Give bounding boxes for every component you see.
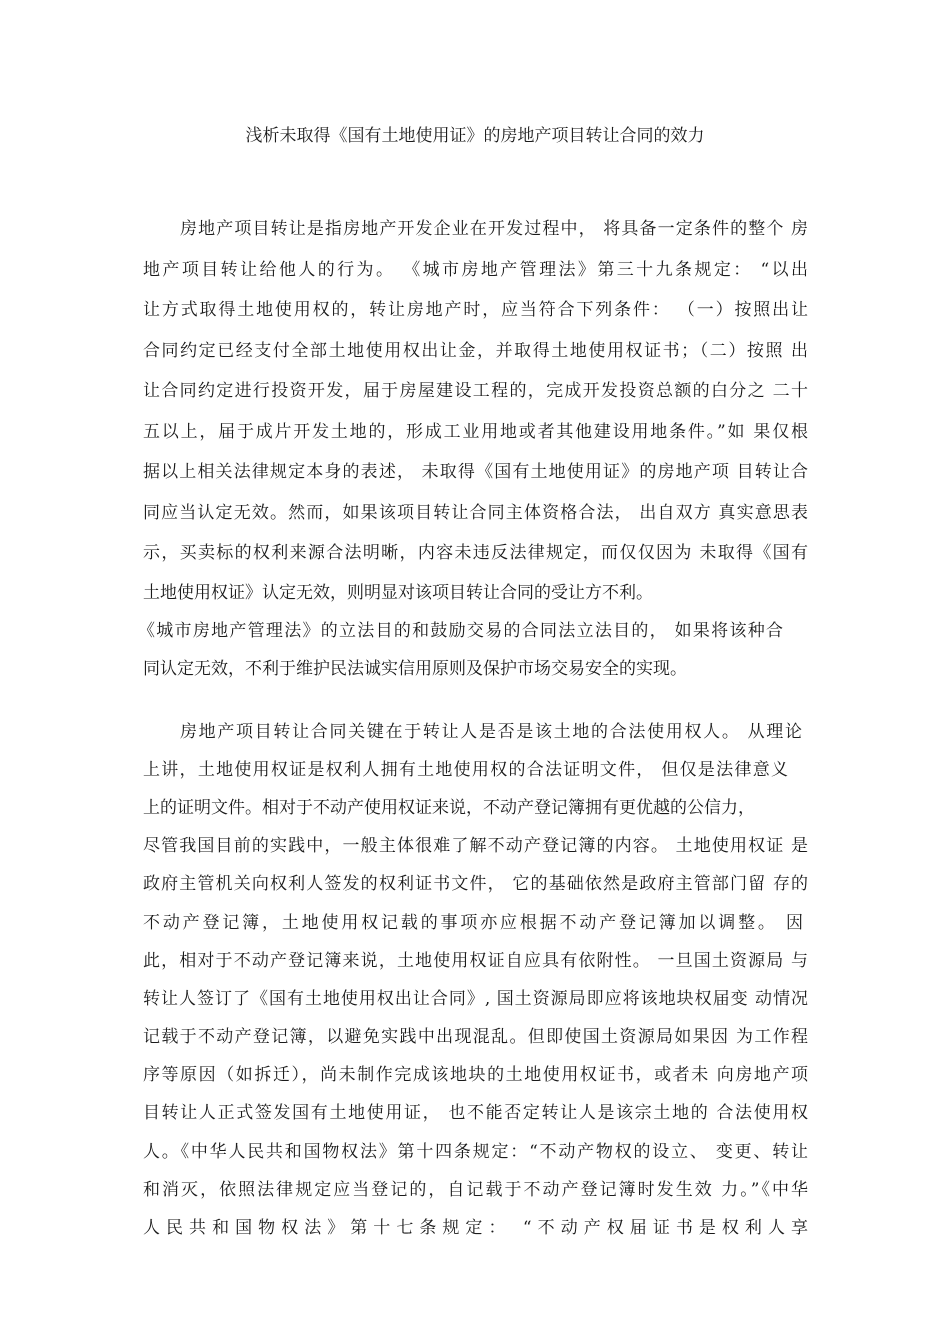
text-line: 房地产项目转让是指房地产开发企业在开发过程中， 将具备一定条件的整个 房 — [180, 219, 808, 239]
text-line: 上讲，土地使用权证是权利人拥有土地使用权的合法证明文件， 但仅是法律意义 — [143, 760, 788, 780]
text-line: 目转让人正式签发国有土地使用证， 也不能否定转让人是该宗土地的 合法使用权 — [143, 1103, 808, 1123]
text-line: 《城市房地产管理法》的立法目的和鼓励交易的合同法立法目的， 如果将该种合 — [138, 621, 783, 641]
text-line: 房地产项目转让合同关键在于转让人是否是该土地的合法使用权人。 从理论 — [180, 722, 802, 742]
text-line: 土地使用权证》认定无效，则明显对该项目转让合同的受让方不利。 — [143, 583, 653, 603]
text-line: 政府主管机关向权利人签发的权利证书文件， 它的基础依然是政府主管部门留 存的 — [143, 874, 808, 894]
text-line: 和消灭，依照法律规定应当登记的，自记载于不动产登记簿时发生效 力。”《中华 — [143, 1180, 808, 1200]
text-line: 不动产登记簿，土地使用权记载的事项亦应根据不动产登记簿加以调整。 因 — [143, 913, 803, 933]
text-line: 合同约定已经支付全部土地使用权出让金，并取得土地使用权证书；（二）按照 出 — [143, 341, 808, 361]
text-line: 人民共和国物权法》第十七条规定： “不动产权届证书是权利人享 — [143, 1218, 808, 1238]
text-line: 上的证明文件。相对于不动产使用权证来说，不动产登记簿拥有更优越的公信力， — [143, 798, 755, 818]
text-line: 让合同约定进行投资开发，届于房屋建设工程的，完成开发投资总额的白分之 二十 — [143, 381, 808, 401]
text-line: 示，买卖标的权利来源合法明晰，内容未违反法律规定，而仅仅因为 未取得《国有 — [143, 543, 808, 563]
text-line: 转让人签订了《国有土地使用权出让合同》, 国土资源局即应将该地块权届变 动情况 — [143, 989, 808, 1009]
text-line: 尽管我国目前的实践中，一般主体很难了解不动产登记簿的内容。 土地使用权证 是 — [143, 836, 808, 856]
text-line: 人。《中华人民共和国物权法》第十四条规定：“不动产物权的设立、 变更、转让 — [143, 1142, 808, 1162]
text-line: 五以上，届于成片开发土地的，形成工业用地或者其他建设用地条件。”如 果仅根 — [143, 422, 808, 442]
text-line: 同认定无效，不利于维护民法诚实信用原则及保护市场交易安全的实现。 — [143, 659, 687, 679]
text-line: 地产项目转让给他人的行为。 《城市房地产管理法》第三十九条规定： “以出 — [143, 260, 808, 280]
text-line: 据以上相关法律规定本身的表述， 未取得《国有土地使用证》的房地产项 目转让合 — [143, 462, 808, 482]
text-line: 此，相对于不动产登记簿来说，土地使用权证自应具有依附性。 一旦国土资源局 与 — [143, 951, 808, 971]
text-line: 序等原因（如拆迁），尚未制作完成该地块的土地使用权证书，或者未 向房地产项 — [143, 1065, 808, 1085]
text-line: 同应当认定无效。然而，如果该项目转让合同主体资格合法， 出自双方 真实意思表 — [143, 503, 808, 523]
text-line: 记载于不动产登记簿，以避免实践中出现混乱。但即使国土资源局如果因 为工作程 — [143, 1027, 808, 1047]
document-title: 浅析未取得《国有土地使用证》的房地产项目转让合同的效力 — [245, 126, 705, 146]
text-line: 让方式取得土地使用权的，转让房地产时，应当符合下列条件： （一）按照出让 — [143, 300, 808, 320]
